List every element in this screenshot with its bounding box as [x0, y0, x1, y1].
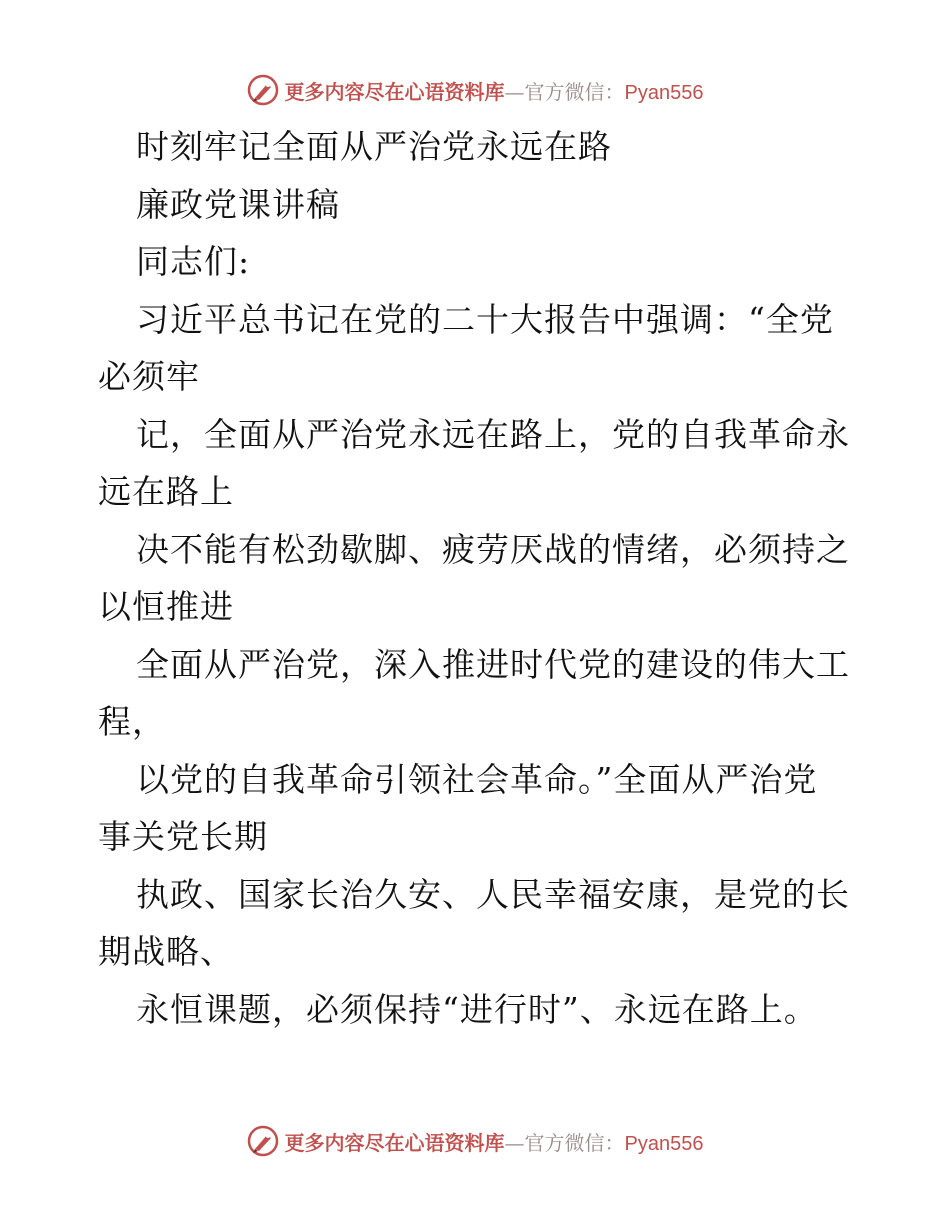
document-title: 时刻牢记全面从严治党永远在路: [136, 127, 612, 166]
watermark-main: 更多内容尽在心语资料库: [284, 1130, 505, 1155]
document-subtitle: 廉政党课讲稿: [136, 184, 340, 224]
paragraph-line: 执政、国家长治久安、人民幸福安康，是党的长: [136, 874, 850, 914]
paragraph-line: 习近平总书记在党的二十大报告中强调：“全党: [136, 299, 834, 339]
watermark-main: 更多内容尽在心语资料库: [284, 79, 505, 104]
watermark-wechat-id: Pyan556: [624, 81, 704, 104]
watermark-separator: —: [504, 79, 525, 104]
watermark-wechat-label: 官方微信：: [524, 1130, 625, 1155]
paragraph-line: 程，: [98, 702, 166, 741]
footer-watermark: [0, 1124, 950, 1158]
paragraph-line: 事关党长期: [98, 817, 268, 856]
paragraph-line: 远在路上: [98, 472, 234, 511]
watermark-text: [285, 76, 704, 105]
paragraph-line: 全面从严治党，深入推进时代党的建设的伟大工: [136, 644, 850, 684]
paragraph-line: 记，全面从严治党永远在路上，党的自我革命永: [136, 414, 850, 454]
pen-logo-icon: [247, 74, 279, 106]
paragraph-line: 永恒课题，必须保持“进行时”、永远在路上。: [136, 989, 818, 1029]
watermark-wechat-id: Pyan556: [624, 1132, 704, 1155]
paragraph-line: 以党的自我革命引领社会革命。”全面从严治党: [136, 759, 818, 799]
paragraph-line: 期战略、: [98, 932, 234, 971]
document-body: [98, 118, 858, 1038]
paragraph-line: 以恒推进: [98, 587, 234, 626]
paragraph-line: 决不能有松劲歇脚、疲劳厌战的情绪，必须持之: [136, 529, 850, 569]
watermark-separator: —: [504, 1130, 525, 1155]
pen-logo-icon: [247, 1125, 279, 1157]
paragraph-line: 必须牢: [98, 357, 200, 396]
header-watermark: [0, 73, 950, 107]
salutation: 同志们:: [136, 242, 251, 281]
watermark-text: [285, 1127, 704, 1156]
watermark-wechat-label: 官方微信：: [524, 79, 625, 104]
